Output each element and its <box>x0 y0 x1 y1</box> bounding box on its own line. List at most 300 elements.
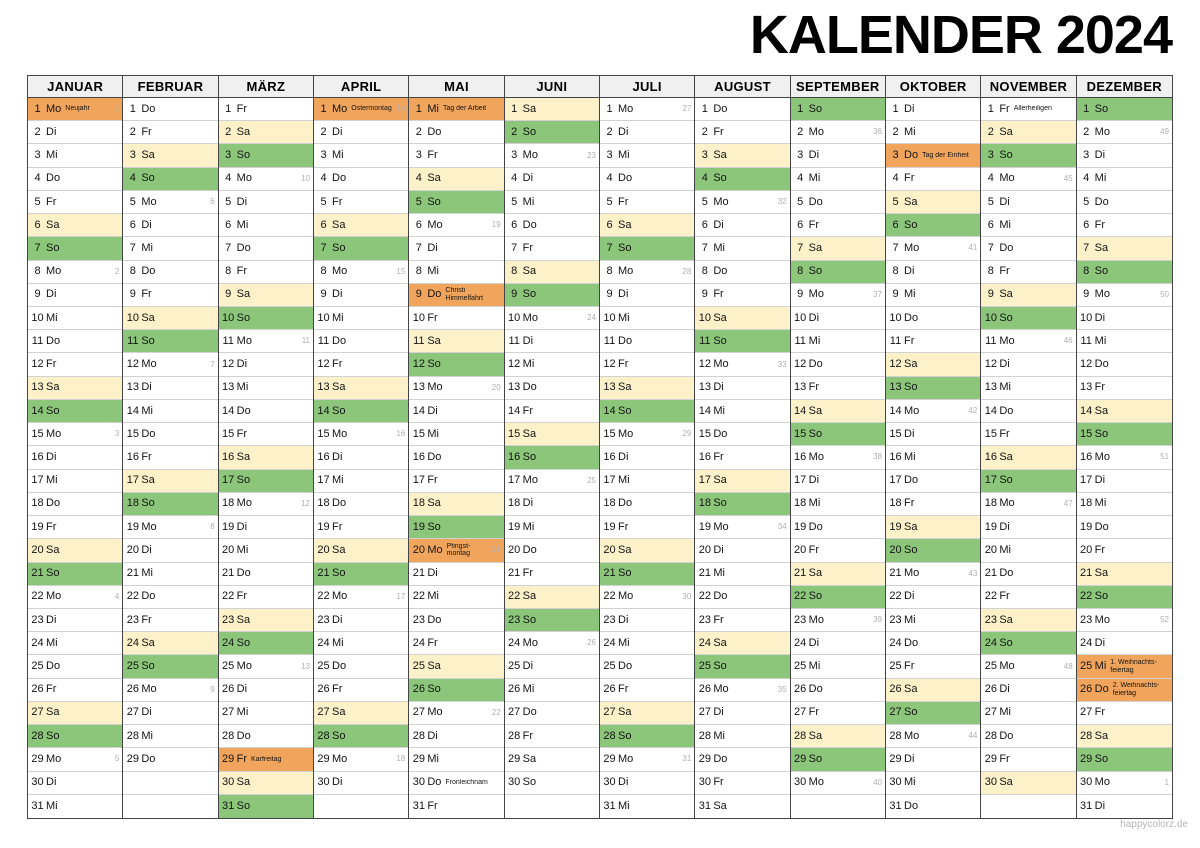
day-number: 10 <box>508 311 521 324</box>
weekday-abbr: So <box>618 404 632 417</box>
day-juli-8 <box>600 261 694 284</box>
day-dezember-7 <box>1077 237 1172 260</box>
weekday-abbr: Fr <box>904 172 915 185</box>
day-januar-30 <box>28 772 122 795</box>
weekday-abbr: Mi <box>904 125 916 138</box>
week-number: 4 <box>114 591 120 601</box>
day-september-6 <box>791 214 885 237</box>
day-dezember-15 <box>1077 423 1172 446</box>
day-maerz-25 <box>219 655 313 678</box>
day-number: 12 <box>508 358 521 371</box>
day-juli-17 <box>600 470 694 493</box>
day-juli-29 <box>600 748 694 771</box>
week-number: 22 <box>491 707 501 717</box>
day-number: 15 <box>317 427 330 440</box>
day-april-26 <box>314 679 408 702</box>
day-number: 11 <box>413 334 425 347</box>
day-number: 15 <box>794 427 807 440</box>
day-number: 21 <box>889 567 902 580</box>
day-mai-21 <box>409 563 503 586</box>
day-number: 25 <box>31 660 44 673</box>
day-number: 18 <box>1080 497 1093 510</box>
day-number: 19 <box>984 520 997 533</box>
day-april-18 <box>314 493 408 516</box>
week-number: 29 <box>682 429 692 439</box>
day-maerz-29 <box>219 748 313 771</box>
weekday-abbr: Mo <box>808 613 824 626</box>
day-august-23 <box>695 609 789 632</box>
week-number: 28 <box>682 266 692 276</box>
day-juli-22 <box>600 586 694 609</box>
day-juni-11 <box>505 330 599 353</box>
day-number: 8 <box>34 265 41 278</box>
day-mai-15 <box>409 423 503 446</box>
day-juni-25 <box>505 655 599 678</box>
day-september-17 <box>791 470 885 493</box>
day-number: 4 <box>129 172 136 185</box>
weekday-abbr: Do <box>713 590 728 603</box>
day-number: 4 <box>415 172 422 185</box>
day-november-25 <box>981 655 1075 678</box>
day-august-22 <box>695 586 789 609</box>
day-number: 14 <box>1080 404 1093 417</box>
day-juli-25 <box>600 655 694 678</box>
day-number: 11 <box>31 334 44 347</box>
day-number: 21 <box>508 567 521 580</box>
weekday-abbr: Di <box>1094 474 1106 487</box>
day-number: 29 <box>126 752 139 765</box>
day-number: 29 <box>889 752 902 765</box>
day-number: 27 <box>984 706 997 719</box>
day-number: 14 <box>126 404 139 417</box>
day-september-4 <box>791 168 885 191</box>
weekday-abbr: So <box>999 311 1013 324</box>
weekday-abbr: Mo <box>236 172 252 185</box>
day-september-1 <box>791 98 885 121</box>
day-oktober-27 <box>886 702 980 725</box>
weekday-abbr: Do <box>618 334 633 347</box>
day-number: 13 <box>698 381 711 394</box>
weekday-abbr: So <box>236 149 251 162</box>
day-number: 15 <box>126 427 139 440</box>
weekday-abbr: So <box>904 706 918 719</box>
day-number: 9 <box>320 288 327 301</box>
weekday-abbr: Mo <box>236 660 252 673</box>
day-januar-3 <box>28 144 122 167</box>
day-dezember-10 <box>1077 307 1172 330</box>
weekday-abbr: Mo <box>332 427 348 440</box>
day-april-28 <box>314 725 408 748</box>
day-number: 30 <box>222 776 235 789</box>
weekday-abbr: Fr <box>141 613 152 626</box>
day-september-24 <box>791 632 885 655</box>
day-september-7 <box>791 237 885 260</box>
day-number: 24 <box>1080 636 1093 649</box>
day-april-8 <box>314 261 408 284</box>
day-number: 2 <box>892 125 899 138</box>
day-number: 27 <box>1080 706 1093 719</box>
weekday-abbr: Sa <box>332 218 346 231</box>
weekday-abbr: Fr <box>427 799 438 812</box>
weekday-abbr: Fr <box>236 102 248 115</box>
weekday-abbr: Sa <box>999 450 1013 463</box>
day-juli-12 <box>600 353 694 376</box>
weekday-abbr: Mi <box>46 636 58 649</box>
week-number: 7 <box>210 359 215 369</box>
weekday-abbr: Mi <box>904 776 916 789</box>
weekday-abbr: Mi <box>141 729 153 742</box>
weekday-abbr: Di <box>618 125 629 138</box>
week-number: 52 <box>1160 615 1169 625</box>
day-maerz-18 <box>219 493 313 516</box>
day-maerz-10 <box>219 307 313 330</box>
day-number: 8 <box>225 265 232 278</box>
weekday-abbr: Mi <box>904 450 916 463</box>
weekday-abbr: Di <box>427 729 438 742</box>
day-juni-12 <box>505 353 599 376</box>
day-januar-29 <box>28 748 122 771</box>
day-number: 23 <box>222 613 235 626</box>
weekday-abbr: Sa <box>904 520 918 533</box>
weekday-abbr: Di <box>427 567 438 580</box>
weekday-abbr: Do <box>141 752 156 765</box>
day-number: 12 <box>794 358 807 371</box>
day-number: 23 <box>1080 613 1093 626</box>
day-number: 5 <box>34 195 41 208</box>
weekday-abbr: So <box>332 729 346 742</box>
day-number: 1 <box>987 102 994 115</box>
day-november-26 <box>981 679 1075 702</box>
weekday-abbr: Do <box>904 636 919 649</box>
month-header-november: NOVEMBER <box>981 76 1075 98</box>
day-dezember-31 <box>1077 795 1172 818</box>
weekday-abbr: Mi <box>999 706 1011 719</box>
month-column-april <box>314 76 409 818</box>
day-number: 2 <box>225 125 232 138</box>
weekday-abbr: Do <box>713 427 728 440</box>
day-number: 20 <box>317 543 330 556</box>
day-number: 4 <box>797 172 804 185</box>
day-number: 4 <box>892 172 899 185</box>
day-september-29 <box>791 748 885 771</box>
day-november-10 <box>981 307 1075 330</box>
day-mai-25 <box>409 655 503 678</box>
day-number: 29 <box>698 752 711 765</box>
day-number: 26 <box>984 683 997 696</box>
weekday-abbr: Fr <box>46 358 57 371</box>
day-number: 14 <box>603 404 616 417</box>
week-number: 40 <box>873 777 882 787</box>
day-number: 31 <box>603 799 616 812</box>
day-april-25 <box>314 655 408 678</box>
weekday-abbr: Fr <box>236 427 248 440</box>
day-juni-23 <box>505 609 599 632</box>
day-februar-7 <box>123 237 217 260</box>
weekday-abbr: Di <box>904 590 915 603</box>
weekday-abbr: So <box>808 265 823 278</box>
day-number: 9 <box>1083 288 1090 301</box>
day-januar-22 <box>28 586 122 609</box>
day-juli-19 <box>600 516 694 539</box>
day-maerz-12 <box>219 353 313 376</box>
weekday-abbr: Fr <box>999 102 1010 115</box>
day-april-24 <box>314 632 408 655</box>
day-number: 16 <box>508 450 521 463</box>
weekday-abbr: Di <box>46 776 57 789</box>
day-januar-5 <box>28 191 122 214</box>
day-mai-12 <box>409 353 503 376</box>
day-januar-20 <box>28 539 122 562</box>
day-oktober-20 <box>886 539 980 562</box>
weekday-abbr: Fr <box>713 288 724 301</box>
day-juni-30 <box>505 772 599 795</box>
month-header-maerz: MÄRZ <box>219 76 313 98</box>
weekday-abbr: Do <box>618 172 633 185</box>
day-januar-23 <box>28 609 122 632</box>
day-number: 22 <box>126 590 139 603</box>
weekday-abbr: Di <box>999 520 1010 533</box>
weekday-abbr: Do <box>141 590 156 603</box>
weekday-abbr: Sa <box>46 218 60 231</box>
weekday-abbr: Fr <box>141 288 152 301</box>
weekday-abbr: Mi <box>713 404 725 417</box>
weekday-abbr: So <box>427 520 441 533</box>
day-number: 26 <box>794 683 807 696</box>
day-dezember-18 <box>1077 493 1172 516</box>
weekday-abbr: Mi <box>808 172 821 185</box>
day-number: 30 <box>412 776 425 789</box>
day-maerz-1 <box>219 98 313 121</box>
weekday-abbr: Sa <box>141 474 155 487</box>
week-number: 8 <box>210 522 215 532</box>
weekday-abbr: Fr <box>236 265 248 278</box>
day-oktober-26 <box>886 679 980 702</box>
day-number: 11 <box>508 334 520 347</box>
weekday-abbr: So <box>808 102 823 115</box>
weekday-abbr: So <box>427 358 441 371</box>
day-number: 26 <box>126 683 139 696</box>
day-mai-31 <box>409 795 503 818</box>
weekday-abbr: Mo <box>618 590 634 603</box>
day-number: 26 <box>317 683 330 696</box>
day-number: 1 <box>606 102 613 115</box>
weekday-abbr: Mo <box>522 311 538 324</box>
day-number: 29 <box>222 752 235 765</box>
day-januar-26 <box>28 679 122 702</box>
day-number: 19 <box>698 520 711 533</box>
week-number: 36 <box>873 127 882 137</box>
day-number: 4 <box>34 172 41 185</box>
week-number: 30 <box>682 591 692 601</box>
day-number: 24 <box>317 636 330 649</box>
day-august-18 <box>695 493 789 516</box>
day-number: 16 <box>31 450 44 463</box>
week-number: 32 <box>777 197 787 206</box>
day-september-12 <box>791 353 885 376</box>
day-number: 26 <box>31 683 44 696</box>
day-januar-8 <box>28 261 122 284</box>
day-number: 31 <box>889 799 902 812</box>
day-oktober-3 <box>886 144 980 167</box>
week-number: 47 <box>1063 498 1073 508</box>
day-number: 5 <box>892 195 899 208</box>
day-number: 8 <box>606 265 613 278</box>
day-number: 18 <box>412 497 425 510</box>
weekday-abbr: Mo <box>427 706 443 719</box>
weekday-abbr: Di <box>999 358 1010 371</box>
day-number: 29 <box>984 752 997 765</box>
day-dezember-12 <box>1077 353 1172 376</box>
day-mai-29 <box>409 748 503 771</box>
day-juli-24 <box>600 632 694 655</box>
day-number: 25 <box>412 660 425 673</box>
day-number: 21 <box>794 567 807 580</box>
day-mai-3 <box>409 144 503 167</box>
weekday-abbr: Mo <box>808 450 824 463</box>
day-number: 22 <box>317 590 330 603</box>
day-number: 14 <box>317 404 330 417</box>
day-number: 3 <box>606 149 613 162</box>
day-november-13 <box>981 377 1075 400</box>
day-april-30 <box>314 772 408 795</box>
day-number: 20 <box>1080 543 1093 556</box>
day-number: 19 <box>222 520 235 533</box>
day-number: 10 <box>1080 311 1093 324</box>
weekday-abbr: Mo <box>46 752 62 765</box>
day-april-12 <box>314 353 408 376</box>
day-number: 26 <box>412 683 425 696</box>
weekday-abbr: Mo <box>46 265 62 278</box>
weekday-abbr: Do <box>427 450 442 463</box>
day-number: 7 <box>129 241 136 254</box>
day-number: 27 <box>126 706 139 719</box>
holiday-label: Pfingst-montag <box>446 542 471 558</box>
weekday-abbr: Di <box>904 102 915 115</box>
day-number: 28 <box>31 729 44 742</box>
weekday-abbr: Sa <box>618 706 632 719</box>
day-mai-10 <box>409 307 503 330</box>
holiday-label: Neujahr <box>65 105 90 113</box>
weekday-abbr: Di <box>618 613 629 626</box>
weekday-abbr: Di <box>1094 636 1106 649</box>
day-august-15 <box>695 423 789 446</box>
weekday-abbr: Mi <box>332 636 344 649</box>
day-number: 7 <box>606 241 613 254</box>
day-number: 9 <box>606 288 613 301</box>
weekday-abbr: Mo <box>904 404 920 417</box>
day-number: 6 <box>797 218 804 231</box>
day-number: 30 <box>317 776 330 789</box>
weekday-abbr: Sa <box>46 706 60 719</box>
day-juni-9 <box>505 284 599 307</box>
day-number: 25 <box>1080 660 1093 673</box>
day-number: 1 <box>34 102 41 115</box>
day-oktober-12 <box>886 353 980 376</box>
day-juli-2 <box>600 121 694 144</box>
day-oktober-29 <box>886 748 980 771</box>
week-number: 48 <box>1063 661 1073 671</box>
day-august-28 <box>695 725 789 748</box>
day-januar-28 <box>28 725 122 748</box>
day-number: 19 <box>317 520 330 533</box>
day-number: 19 <box>31 520 44 533</box>
day-dezember-11 <box>1077 330 1172 353</box>
week-number: 18 <box>396 754 406 764</box>
weekday-abbr: Sa <box>522 752 537 765</box>
day-august-30 <box>695 772 789 795</box>
week-number: 35 <box>777 684 787 694</box>
day-number: 8 <box>415 265 422 278</box>
day-number: 28 <box>603 729 616 742</box>
weekday-abbr: So <box>522 450 537 463</box>
day-august-9 <box>695 284 789 307</box>
weekday-abbr: Mo <box>713 195 729 208</box>
day-number: 7 <box>701 241 708 254</box>
day-maerz-8 <box>219 261 313 284</box>
day-april-23 <box>314 609 408 632</box>
week-number: 25 <box>587 475 596 485</box>
holiday-label: Allerheiligen <box>1013 105 1052 113</box>
day-april-19 <box>314 516 408 539</box>
day-number: 22 <box>984 590 997 603</box>
day-number: 1 <box>415 102 422 115</box>
weekday-abbr: Do <box>522 543 537 556</box>
weekday-abbr: Do <box>713 102 728 115</box>
weekday-abbr: Do <box>618 497 633 510</box>
weekday-abbr: Mo <box>141 195 157 208</box>
weekday-abbr: Mo <box>808 288 824 301</box>
day-mai-26 <box>409 679 503 702</box>
month-header-juni: JUNI <box>505 76 599 98</box>
weekday-abbr: Mo <box>618 102 634 115</box>
weekday-abbr: Sa <box>904 195 918 208</box>
weekday-abbr: So <box>1094 102 1109 115</box>
day-number: 16 <box>984 450 997 463</box>
day-number: 13 <box>126 381 139 394</box>
day-number: 12 <box>603 358 616 371</box>
weekday-abbr: So <box>904 543 918 556</box>
weekday-abbr: So <box>1094 427 1109 440</box>
weekday-abbr: Fr <box>713 450 724 463</box>
weekday-abbr: Sa <box>522 102 537 115</box>
weekday-abbr: Di <box>332 613 343 626</box>
day-januar-11 <box>28 330 122 353</box>
month-column-dezember <box>1077 76 1172 818</box>
weekday-abbr: Di <box>141 706 152 719</box>
weekday-abbr: Di <box>522 172 534 185</box>
weekday-abbr: Mi <box>713 567 725 580</box>
day-number: 29 <box>508 752 521 765</box>
day-number: 3 <box>34 149 41 162</box>
day-number: 27 <box>794 706 807 719</box>
weekday-abbr: Di <box>46 613 57 626</box>
day-november-1 <box>981 98 1075 121</box>
day-maerz-9 <box>219 284 313 307</box>
weekday-abbr: Do <box>904 799 919 812</box>
day-juni-8 <box>505 261 599 284</box>
day-august-29 <box>695 748 789 771</box>
day-number: 21 <box>984 567 997 580</box>
day-juli-27 <box>600 702 694 725</box>
day-september-10 <box>791 307 885 330</box>
day-number: 11 <box>222 334 234 347</box>
day-number: 6 <box>987 218 994 231</box>
weekday-abbr: So <box>46 404 60 417</box>
day-number: 16 <box>1080 450 1093 463</box>
weekday-abbr: Fr <box>904 334 915 347</box>
weekday-abbr: Sa <box>522 427 537 440</box>
day-mai-5 <box>409 191 503 214</box>
